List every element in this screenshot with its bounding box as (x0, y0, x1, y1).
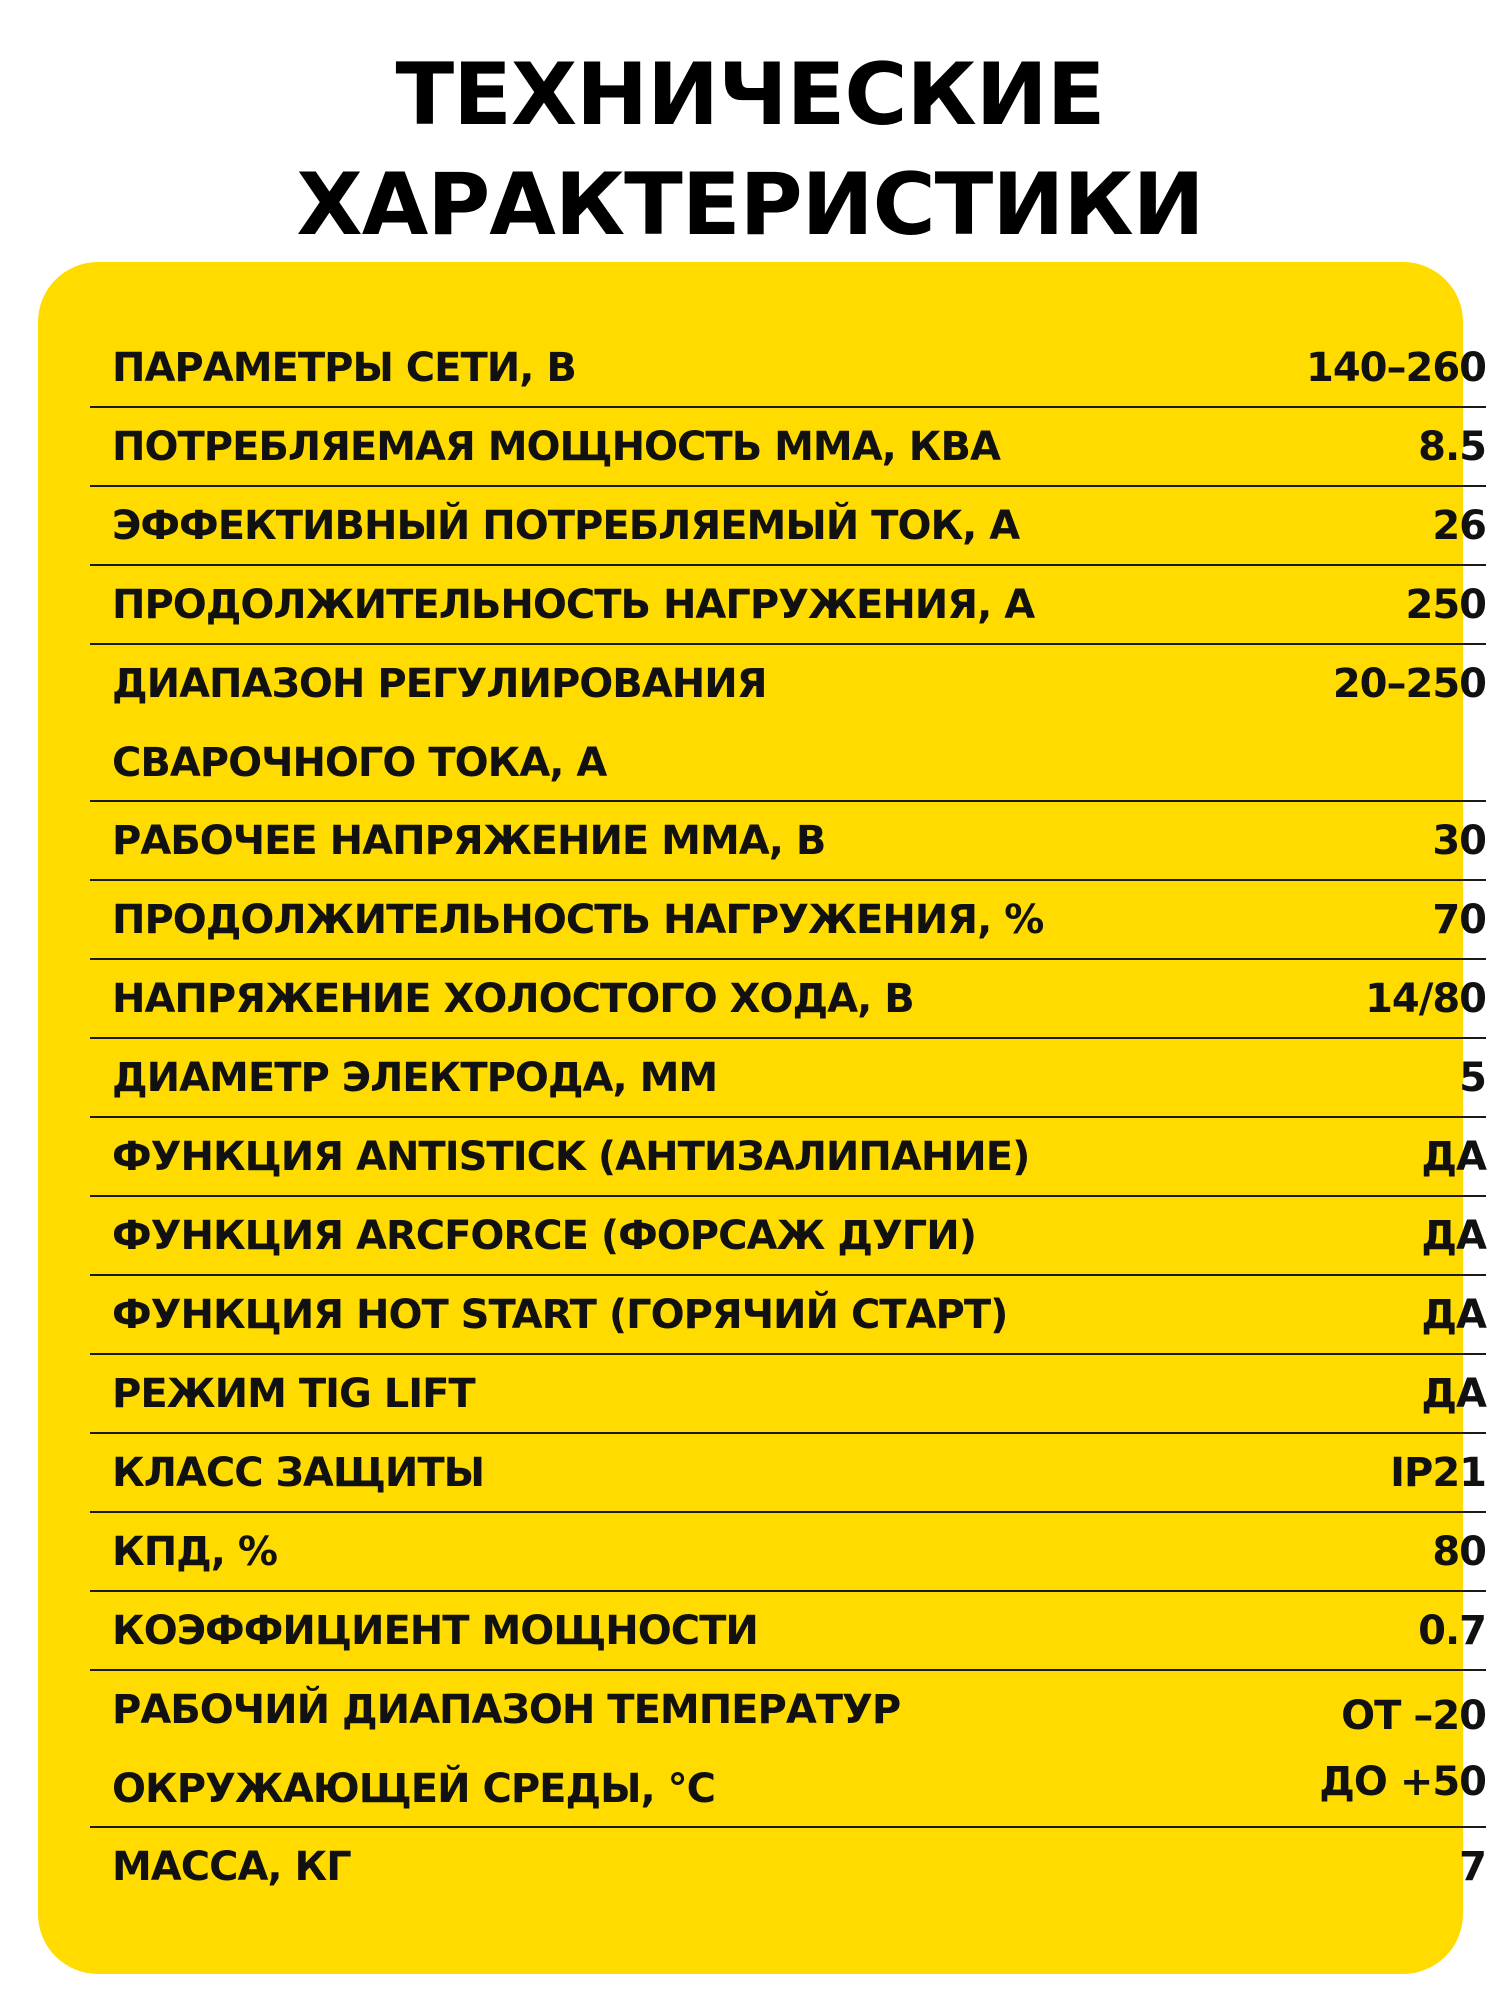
page-title-line1: ТЕХНИЧЕСКИЕ (395, 45, 1105, 145)
spec-row (90, 1276, 1486, 1355)
spec-value: 250 (1405, 582, 1486, 628)
spec-value: ОТ –20 ДО +50 (1319, 1693, 1486, 1805)
spec-value: 5 (1459, 1055, 1486, 1101)
spec-value: 8.5 (1418, 424, 1486, 470)
spec-value: 20–250 (1332, 661, 1486, 707)
spec-label: МАССА, КГ (112, 1844, 351, 1890)
spec-row (90, 1671, 1486, 1828)
spec-value: IP21 (1390, 1450, 1486, 1496)
spec-row (90, 408, 1486, 487)
spec-row (90, 802, 1486, 881)
spec-label: НАПРЯЖЕНИЕ ХОЛОСТОГО ХОДА, В (112, 976, 914, 1022)
spec-value: ДА (1421, 1371, 1486, 1417)
specs-table (90, 329, 1486, 1907)
spec-label: РАБОЧИЙ ДИАПАЗОН ТЕМПЕРАТУР ОКРУЖАЮЩЕЙ СРЕДЫ, °С (112, 1687, 901, 1812)
spec-row (90, 1118, 1486, 1197)
spec-row (90, 1828, 1486, 1907)
spec-row (90, 329, 1486, 408)
spec-value: 26 (1432, 503, 1486, 549)
spec-row (90, 1197, 1486, 1276)
spec-label: ПРОДОЛЖИТЕЛЬНОСТЬ НАГРУЖЕНИЯ, % (112, 897, 1044, 943)
spec-label: РЕЖИМ TIG LIFT (112, 1371, 475, 1417)
spec-value: ДА (1421, 1134, 1486, 1180)
spec-row (90, 566, 1486, 645)
spec-value: 14/80 (1365, 976, 1486, 1022)
spec-label: ПОТРЕБЛЯЕМАЯ МОЩНОСТЬ ММА, КВА (112, 424, 1000, 470)
page-title (0, 40, 1500, 260)
spec-value: 70 (1432, 897, 1486, 943)
spec-label: ДИАПАЗОН РЕГУЛИРОВАНИЯ СВАРОЧНОГО ТОКА, А (112, 661, 767, 786)
spec-row (90, 881, 1486, 960)
spec-value: 30 (1432, 818, 1486, 864)
spec-value: ДА (1421, 1213, 1486, 1259)
spec-row (90, 645, 1486, 802)
spec-value: 140–260 (1306, 345, 1486, 391)
spec-row (90, 1434, 1486, 1513)
specs-panel (38, 262, 1486, 1974)
spec-value: 0.7 (1418, 1608, 1486, 1654)
spec-row (90, 487, 1486, 566)
spec-label: ПРОДОЛЖИТЕЛЬНОСТЬ НАГРУЖЕНИЯ, А (112, 582, 1035, 628)
spec-label: ДИАМЕТР ЭЛЕКТРОДА, ММ (112, 1055, 718, 1101)
spec-label: ПАРАМЕТРЫ СЕТИ, В (112, 345, 576, 391)
spec-row (90, 1592, 1486, 1671)
spec-label: КПД, % (112, 1529, 277, 1575)
spec-label: РАБОЧЕЕ НАПРЯЖЕНИЕ ММА, В (112, 818, 826, 864)
spec-label: КЛАСС ЗАЩИТЫ (112, 1450, 485, 1496)
spec-value: 7 (1459, 1844, 1486, 1890)
spec-label: ФУНКЦИЯ ANTISTICK (АНТИЗАЛИПАНИЕ) (112, 1134, 1030, 1180)
spec-value: ДА (1421, 1292, 1486, 1338)
spec-row (90, 1039, 1486, 1118)
spec-label: ФУНКЦИЯ ARCFORCE (ФОРСАЖ ДУГИ) (112, 1213, 977, 1259)
spec-label: ФУНКЦИЯ HOT START (ГОРЯЧИЙ СТАРТ) (112, 1292, 1008, 1338)
spec-row (90, 1355, 1486, 1434)
spec-label: КОЭФФИЦИЕНТ МОЩНОСТИ (112, 1608, 758, 1654)
spec-row (90, 960, 1486, 1039)
spec-label: ЭФФЕКТИВНЫЙ ПОТРЕБЛЯЕМЫЙ ТОК, А (112, 503, 1020, 549)
page-title-line2: ХАРАКТЕРИСТИКИ (296, 155, 1204, 255)
spec-row (90, 1513, 1486, 1592)
spec-value: 80 (1432, 1529, 1486, 1575)
